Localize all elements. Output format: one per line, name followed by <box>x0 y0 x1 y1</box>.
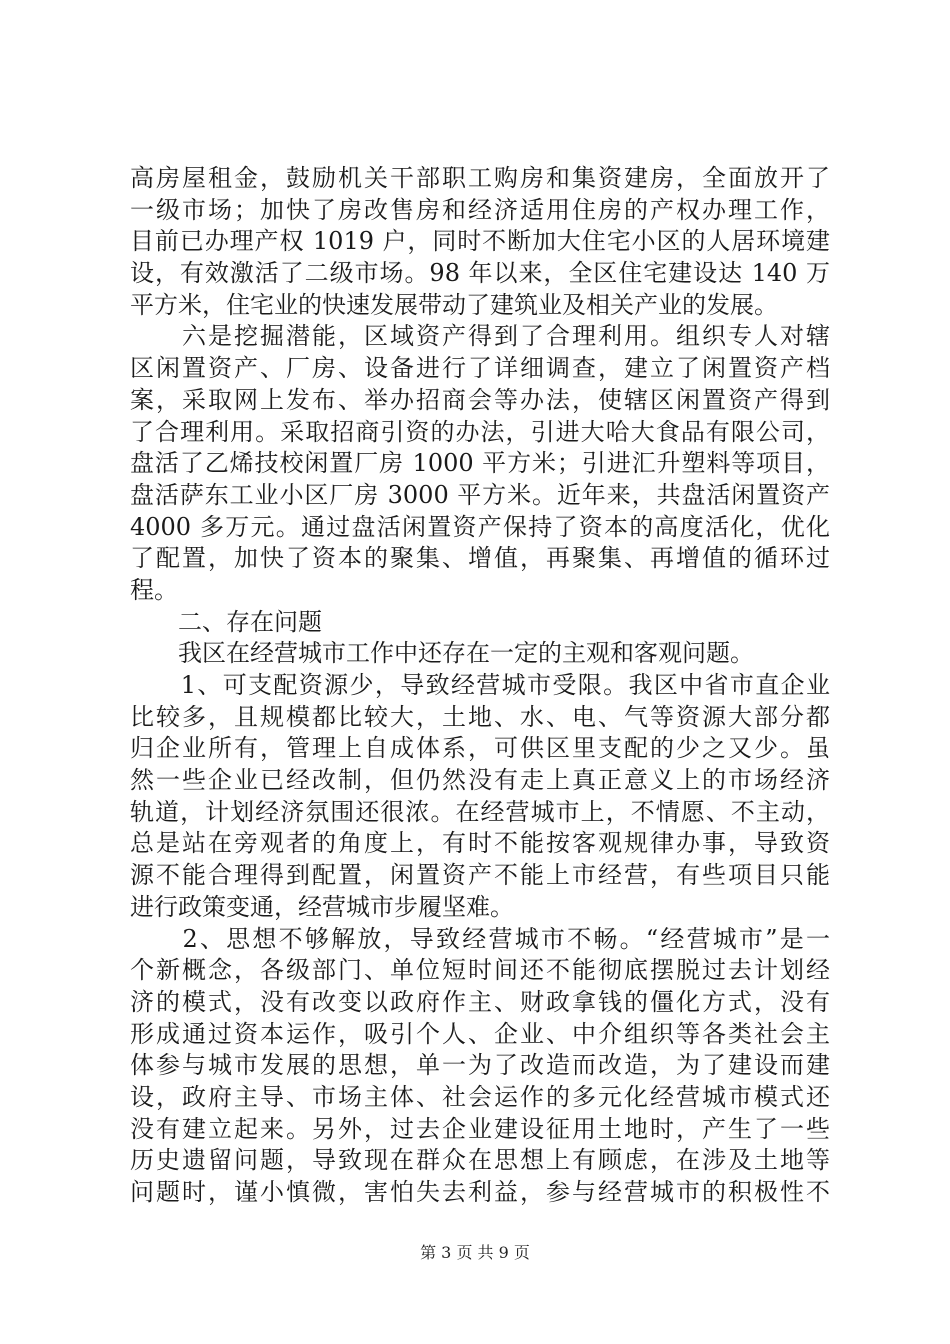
text-line: 我区在经营城市工作中还存在一定的主观和客观问题。 <box>130 639 754 668</box>
text-line: 二、存在问题 <box>130 607 322 636</box>
text-line: 六是挖掘潜能，区域资产得到了合理利用。组织专人对辖 <box>130 322 830 351</box>
text-line: 归企业所有，管理上自成体系，可供区里支配的少之又少。虽 <box>130 734 830 763</box>
text-line: 案，采取网上发布、举办招商会等办法，使辖区闲置资产得到 <box>130 385 830 414</box>
text-line: 高房屋租金，鼓励机关干部职工购房和集资建房，全面放开了 <box>130 164 830 192</box>
text-line: 设，政府主导、市场主体、社会运作的多元化经营城市模式还 <box>130 1082 830 1111</box>
document-body <box>130 163 830 1209</box>
text-line: 一级市场；加快了房改售房和经济适用住房的产权办理工作， <box>130 195 830 224</box>
text-line: 形成通过资本运作，吸引个人、企业、中介组织等各类社会主 <box>130 1019 830 1048</box>
text-line: 了合理利用。采取招商引资的办法，引进大哈大食品有限公司， <box>130 417 830 446</box>
text-line: 盘活萨东工业小区厂房 3000 平方米。近年来，共盘活闲置资产 <box>130 480 830 509</box>
text-line: 目前已办理产权 1019 户，同时不断加大住宅小区的人居环境建 <box>130 227 830 256</box>
text-line: 了配置，加快了资本的聚集、增值，再聚集、再增值的循环过 <box>130 544 830 573</box>
text-line: 程。 <box>130 575 178 604</box>
text-line: 2、思想不够解放，导致经营城市不畅。“经营城市”是一 <box>130 924 830 953</box>
text-line: 源不能合理得到配置，闲置资产不能上市经营，有些项目只能 <box>130 861 830 890</box>
text-line: 问题时，谨小慎微，害怕失去利益，参与经营城市的积极性不 <box>130 1178 830 1206</box>
text-line: 进行政策变通，经营城市步履坚难。 <box>130 892 514 921</box>
text-line: 没有建立起来。另外，过去企业建设征用土地时，产生了一些 <box>130 1114 830 1143</box>
text-line: 设，有效激活了二级市场。98 年以来，全区住宅建设达 140 万 <box>130 259 830 288</box>
text-line: 然一些企业已经改制，但仍然没有走上真正意义上的市场经济 <box>130 766 830 795</box>
text-line: 轨道，计划经济氛围还很浓。在经营城市上，不情愿、不主动， <box>130 797 830 826</box>
text-line: 历史遗留问题，导致现在群众在思想上有顾虑，在涉及土地等 <box>130 1146 830 1175</box>
text-line: 区闲置资产、厂房、设备进行了详细调查，建立了闲置资产档 <box>130 354 830 383</box>
text-line: 总是站在旁观者的角度上，有时不能按客观规律办事，导致资 <box>130 829 830 858</box>
text-line: 体参与城市发展的思想，单一为了改造而改造，为了建设而建 <box>130 1051 830 1080</box>
text-line: 个新概念，各级部门、单位短时间还不能彻底摆脱过去计划经 <box>130 956 830 985</box>
text-line: 4000 多万元。通过盘活闲置资产保持了资本的高度活化，优化 <box>130 512 830 541</box>
text-line: 盘活了乙烯技校闲置厂房 1000 平方米；引进汇升塑料等项目， <box>130 449 830 478</box>
text-line: 1、可支配资源少，导致经营城市受限。我区中省市直企业 <box>130 671 830 699</box>
page-footer: 第 3 页 共 9 页 <box>420 1243 530 1262</box>
text-line: 平方米，住宅业的快速发展带动了建筑业及相关产业的发展。 <box>130 290 778 319</box>
text-line: 比较多，且规模都比较大，土地、水、电、气等资源大部分都 <box>130 702 830 731</box>
text-line: 济的模式，没有改变以政府作主、财政拿钱的僵化方式，没有 <box>130 987 830 1016</box>
